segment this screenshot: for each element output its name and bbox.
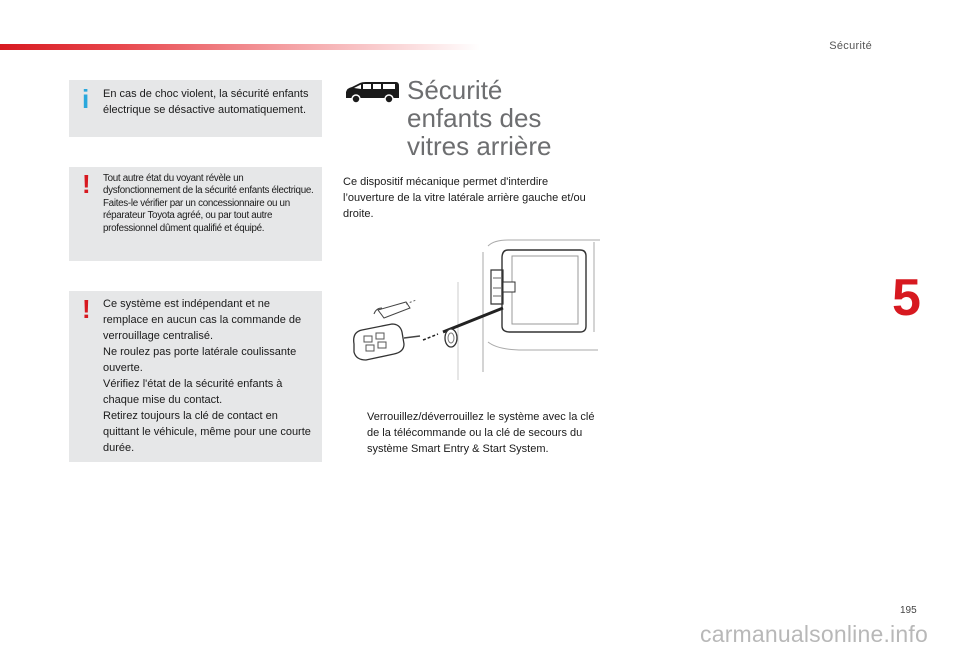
heading-line: enfants des — [407, 103, 542, 133]
warning-text — [103, 173, 314, 235]
warning-box-indicator — [69, 167, 322, 261]
child-lock-illustration — [348, 232, 600, 380]
heading-line: Sécurité — [407, 75, 503, 105]
warning-line: Tout autre état du voyant révèle un dysfonctionnement de la sécurité enfants électrique. — [103, 173, 314, 197]
warning-line: Ne roulez pas porte latérale coulissante ouverte. — [103, 346, 297, 374]
heading-line: vitres arrière — [407, 131, 552, 161]
van-icon — [344, 80, 400, 104]
warning-icon: ! — [82, 294, 91, 324]
section-title: Sécurité — [829, 40, 872, 52]
warning-text — [103, 296, 314, 456]
intro-paragraph: Ce dispositif mécanique permet d'interdire l’ouverture de la vitre latérale arrière gauche et/ou droite. — [343, 176, 586, 220]
warning-box-system — [69, 291, 322, 462]
warning-line: Vérifiez l'état de la sécurité enfants à chaque mise du contact. — [103, 378, 283, 406]
info-box — [69, 80, 322, 137]
warning-icon: ! — [82, 169, 91, 199]
page-heading — [407, 76, 551, 160]
warning-line: Ce système est indépendant et ne remplace en aucun cas la commande de verrouillage centralisé. — [103, 298, 302, 342]
step-text: Verrouillez/déverrouillez le système avec la clé de la télécommande ou la clé de secours du système Smart Entry & Start System. — [367, 411, 595, 455]
header-red-bar — [0, 44, 480, 50]
chapter-number: 5 — [892, 269, 921, 327]
page-number: 195 — [900, 605, 917, 616]
warning-line: Retirez toujours la clé de contact en quittant le véhicule, même pour une courte durée. — [103, 410, 311, 454]
info-icon: i — [82, 84, 90, 114]
watermark: carmanualsonline.info — [700, 621, 928, 647]
info-text: En cas de choc violent, la sécurité enfants électrique se désactive automatiquement. — [103, 88, 309, 116]
warning-line: Faites-le vérifier par un concessionnaire ou un réparateur Toyota agréé, ou par tout autre professionnel dûment qualifié et équipé. — [103, 197, 290, 234]
